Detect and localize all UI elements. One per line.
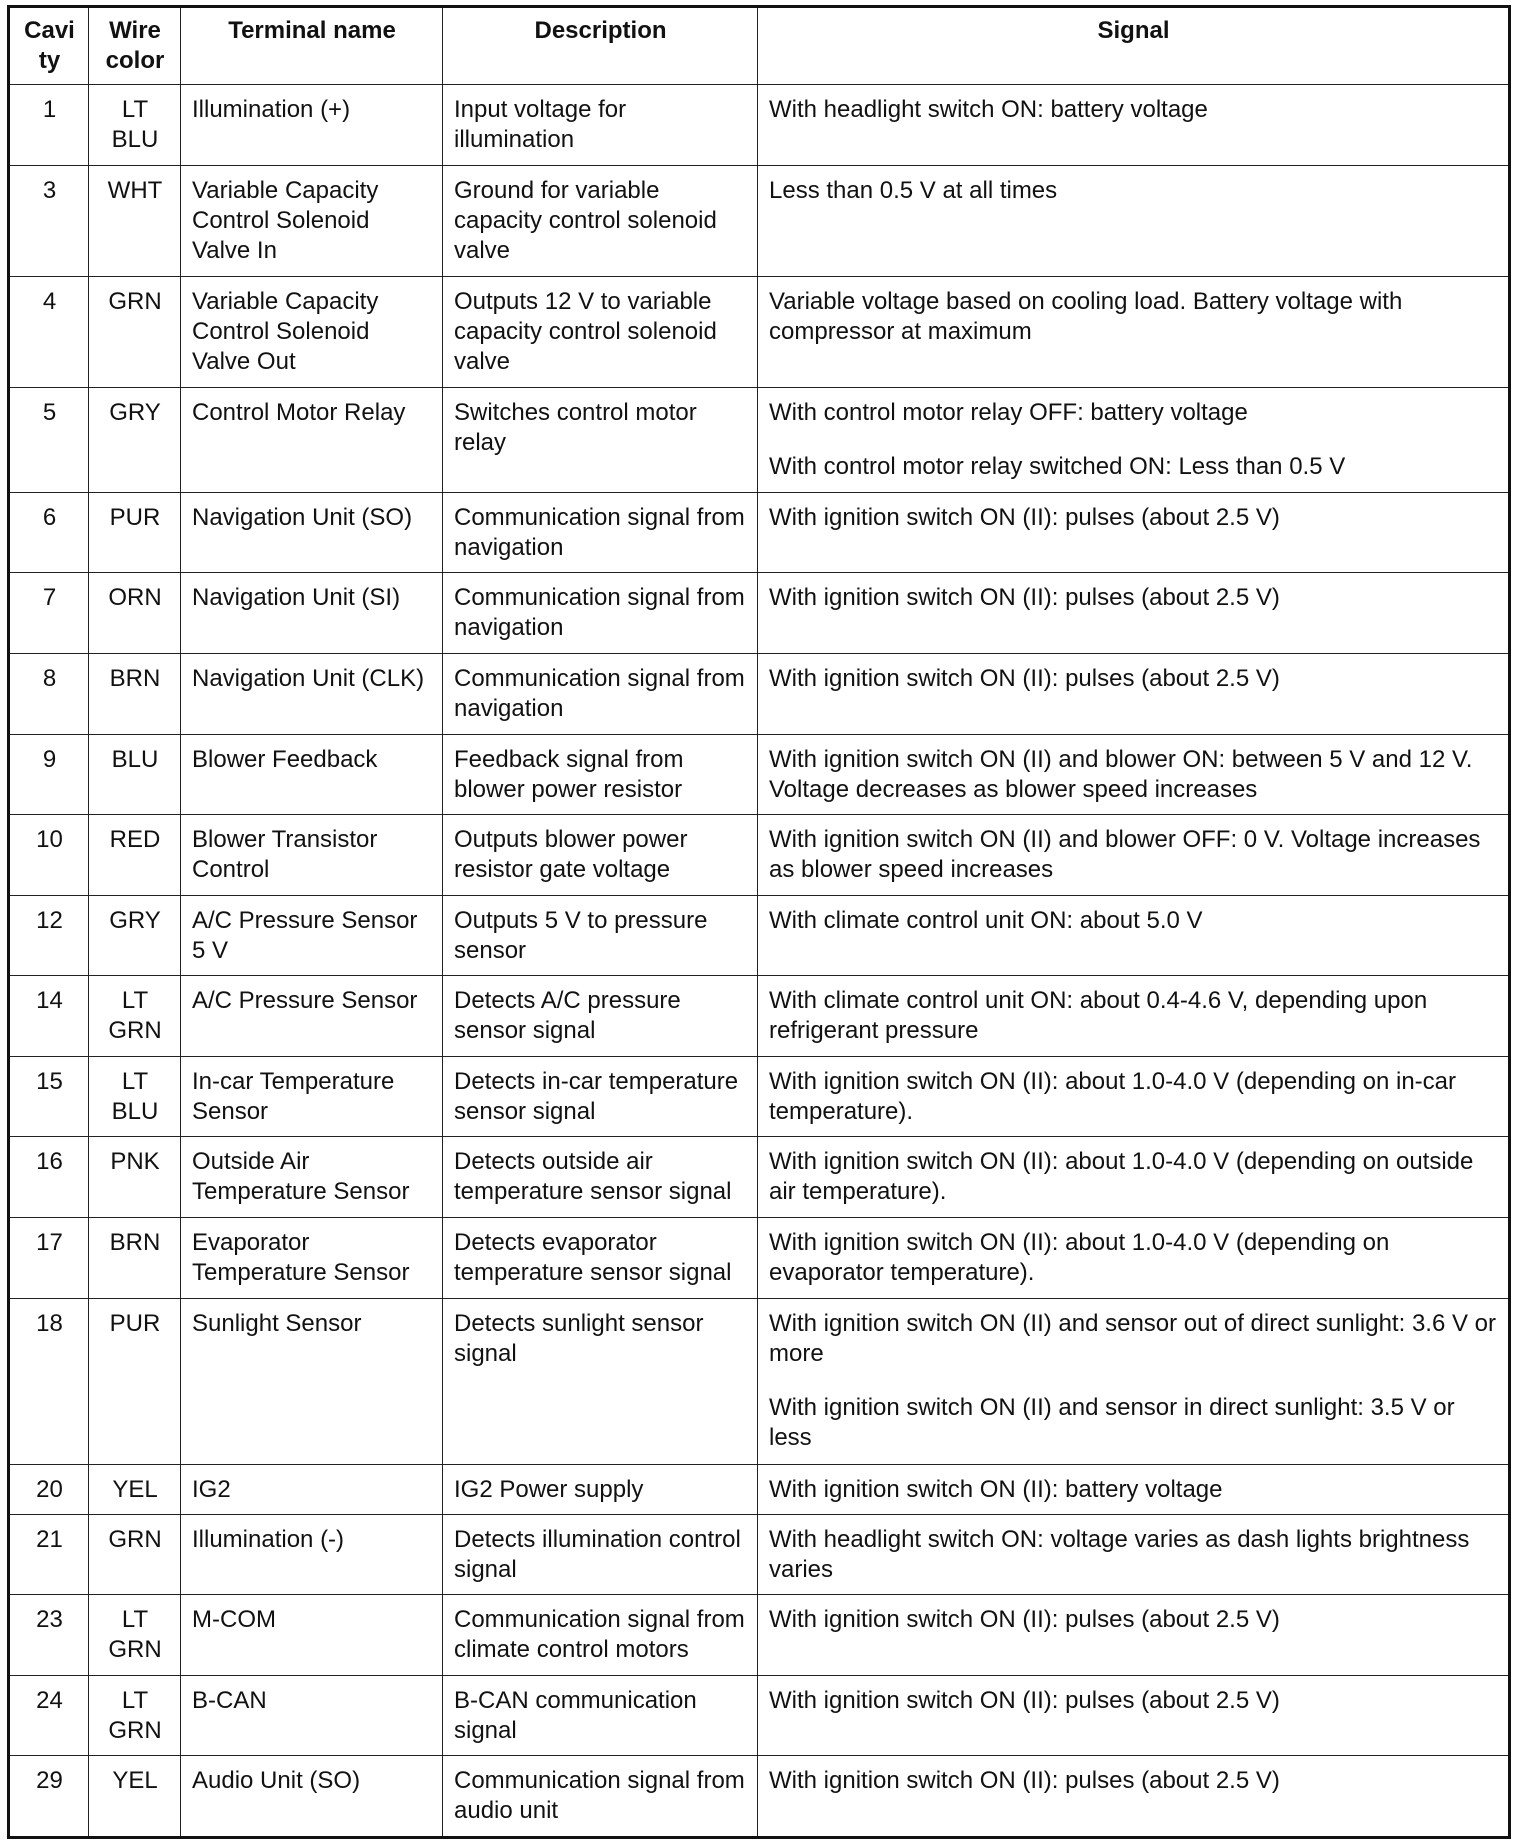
cavity-cell: 23: [9, 1595, 89, 1676]
description-cell: Communication signal from navigation: [443, 654, 758, 735]
signal-cell: [758, 492, 1510, 573]
signal-line: With ignition switch ON (II): pulses (about 2.5 V): [769, 1686, 1280, 1714]
signal-cell: [758, 387, 1510, 492]
cavity-cell: 18: [9, 1298, 89, 1464]
wire-color-cell: BRN: [89, 1217, 181, 1298]
description-cell: Detects A/C pressure sensor signal: [443, 976, 758, 1057]
signal-cell: [758, 734, 1510, 815]
table-row: [9, 895, 1510, 976]
signal-cell: [758, 1464, 1510, 1514]
terminal-name-cell: Sunlight Sensor: [181, 1298, 443, 1464]
signal-line: With ignition switch ON (II) and sensor out of direct sunlight: 3.6 V or more: [769, 1309, 1496, 1367]
signal-line: With ignition switch ON (II): about 1.0-4.0 V (depending on outside air temperature).: [769, 1148, 1474, 1206]
table-row: [9, 1056, 1510, 1137]
wire-color-cell: RED: [89, 815, 181, 896]
terminal-name-cell: IG2: [181, 1464, 443, 1514]
terminal-name-cell: B-CAN: [181, 1675, 443, 1756]
signal-cell: [758, 654, 1510, 735]
wire-color-cell: LT GRN: [89, 1595, 181, 1676]
wire-color-cell: LT BLU: [89, 85, 181, 166]
cavity-cell: 16: [9, 1137, 89, 1218]
terminal-name-cell: Audio Unit (SO): [181, 1756, 443, 1838]
description-cell: Detects sunlight sensor signal: [443, 1298, 758, 1464]
terminal-name-cell: Illumination (-): [181, 1514, 443, 1595]
signal-cell: [758, 976, 1510, 1057]
wire-color-cell: YEL: [89, 1464, 181, 1514]
table-row: [9, 1514, 1510, 1595]
description-cell: Communication signal from navigation: [443, 573, 758, 654]
signal-line: Less than 0.5 V at all times: [769, 176, 1058, 204]
signal-line: With ignition switch ON (II) and blower ON: between 5 V and 12 V. Voltage decreases as blower speed increases: [769, 745, 1473, 803]
terminal-name-cell: Navigation Unit (CLK): [181, 654, 443, 735]
cavity-cell: 24: [9, 1675, 89, 1756]
signal-line: With control motor relay OFF: battery voltage: [769, 398, 1248, 426]
wire-color-cell: LT GRN: [89, 1675, 181, 1756]
cavity-cell: 4: [9, 276, 89, 387]
table-row: [9, 1595, 1510, 1676]
description-cell: Communication signal from navigation: [443, 492, 758, 573]
cavity-cell: 9: [9, 734, 89, 815]
cavity-cell: 8: [9, 654, 89, 735]
signal-cell: [758, 1217, 1510, 1298]
signal-cell: [758, 815, 1510, 896]
signal-line: With ignition switch ON (II) and blower OFF: 0 V. Voltage increases as blower speed increases: [769, 826, 1481, 884]
terminal-name-cell: Blower Transistor Control: [181, 815, 443, 896]
description-cell: Detects illumination control signal: [443, 1514, 758, 1595]
description-cell: B-CAN communication signal: [443, 1675, 758, 1756]
description-cell: Feedback signal from blower power resistor: [443, 734, 758, 815]
signal-line: With ignition switch ON (II): about 1.0-4.0 V (depending on evaporator temperature).: [769, 1228, 1390, 1286]
description-cell: Detects outside air temperature sensor signal: [443, 1137, 758, 1218]
signal-line: Variable voltage based on cooling load. Battery voltage with compressor at maximum: [769, 287, 1403, 345]
signal-line: With ignition switch ON (II) and sensor in direct sunlight: 3.5 V or less: [769, 1393, 1455, 1451]
table-row: [9, 1137, 1510, 1218]
pinout-document: [7, 5, 1511, 1839]
cavity-cell: 10: [9, 815, 89, 896]
wire-color-cell: BLU: [89, 734, 181, 815]
wire-color-cell: GRN: [89, 1514, 181, 1595]
pinout-table: [7, 5, 1511, 1839]
wire-color-cell: LT BLU: [89, 1056, 181, 1137]
description-cell: Switches control motor relay: [443, 387, 758, 492]
signal-cell: [758, 165, 1510, 276]
header-signal: Signal: [758, 7, 1510, 85]
cavity-cell: 7: [9, 573, 89, 654]
signal-line: With ignition switch ON (II): pulses (about 2.5 V): [769, 584, 1280, 612]
description-cell: Outputs blower power resistor gate voltage: [443, 815, 758, 896]
description-cell: Communication signal from climate control motors: [443, 1595, 758, 1676]
cavity-cell: 6: [9, 492, 89, 573]
signal-line: With ignition switch ON (II): pulses (about 2.5 V): [769, 503, 1280, 531]
table-row: [9, 1217, 1510, 1298]
signal-line: With ignition switch ON (II): about 1.0-4.0 V (depending on in-car temperature).: [769, 1067, 1456, 1125]
description-cell: Detects evaporator temperature sensor signal: [443, 1217, 758, 1298]
signal-line: With climate control unit ON: about 5.0 V: [769, 906, 1203, 934]
signal-cell: [758, 1675, 1510, 1756]
table-row: [9, 1464, 1510, 1514]
wire-color-cell: PUR: [89, 1298, 181, 1464]
header-cavity: Cavity: [9, 7, 89, 85]
cavity-cell: 5: [9, 387, 89, 492]
table-row: [9, 976, 1510, 1057]
terminal-name-cell: Variable Capacity Control Solenoid Valve Out: [181, 276, 443, 387]
cavity-cell: 1: [9, 85, 89, 166]
signal-line: With ignition switch ON (II): pulses (about 2.5 V): [769, 665, 1280, 692]
terminal-name-cell: Navigation Unit (SO): [181, 492, 443, 573]
terminal-name-cell: Blower Feedback: [181, 734, 443, 815]
signal-line: With ignition switch ON (II): pulses (about 2.5 V): [769, 1767, 1280, 1795]
header-terminal-name: Terminal name: [181, 7, 443, 85]
terminal-name-cell: Control Motor Relay: [181, 387, 443, 492]
signal-line: With ignition switch ON (II): battery voltage: [769, 1475, 1223, 1503]
signal-line: With headlight switch ON: voltage varies as dash lights brightness varies: [769, 1525, 1470, 1583]
table-row: [9, 387, 1510, 492]
header-row: [9, 7, 1510, 85]
table-body: [9, 85, 1510, 1838]
terminal-name-cell: M-COM: [181, 1595, 443, 1676]
cavity-cell: 15: [9, 1056, 89, 1137]
wire-color-cell: BRN: [89, 654, 181, 735]
wire-color-cell: PUR: [89, 492, 181, 573]
table-row: [9, 573, 1510, 654]
cavity-cell: 12: [9, 895, 89, 976]
signal-line: With control motor relay switched ON: Less than 0.5 V: [769, 452, 1346, 480]
signal-cell: [758, 573, 1510, 654]
signal-cell: [758, 1514, 1510, 1595]
cavity-cell: 21: [9, 1514, 89, 1595]
signal-cell: [758, 1137, 1510, 1218]
table-row: [9, 1756, 1510, 1838]
table-row: [9, 276, 1510, 387]
description-cell: Detects in-car temperature sensor signal: [443, 1056, 758, 1137]
wire-color-cell: GRN: [89, 276, 181, 387]
cavity-cell: 20: [9, 1464, 89, 1514]
table-row: [9, 1675, 1510, 1756]
signal-cell: [758, 895, 1510, 976]
table-row: [9, 1298, 1510, 1464]
wire-color-cell: YEL: [89, 1756, 181, 1838]
terminal-name-cell: In-car Temperature Sensor: [181, 1056, 443, 1137]
header-description: Description: [443, 7, 758, 85]
signal-cell: [758, 1298, 1510, 1464]
wire-color-cell: PNK: [89, 1137, 181, 1218]
cavity-cell: 17: [9, 1217, 89, 1298]
description-cell: Ground for variable capacity control solenoid valve: [443, 165, 758, 276]
table-row: [9, 734, 1510, 815]
description-cell: Input voltage for illumination: [443, 85, 758, 166]
cavity-cell: 14: [9, 976, 89, 1057]
signal-cell: [758, 1595, 1510, 1676]
cavity-cell: 3: [9, 165, 89, 276]
cavity-cell: 29: [9, 1756, 89, 1838]
signal-cell: [758, 1056, 1510, 1137]
terminal-name-cell: Outside Air Temperature Sensor: [181, 1137, 443, 1218]
terminal-name-cell: Variable Capacity Control Solenoid Valve In: [181, 165, 443, 276]
wire-color-cell: WHT: [89, 165, 181, 276]
description-cell: Outputs 12 V to variable capacity control solenoid valve: [443, 276, 758, 387]
table-row: [9, 85, 1510, 166]
description-cell: IG2 Power supply: [443, 1464, 758, 1514]
terminal-name-cell: Navigation Unit (SI): [181, 573, 443, 654]
terminal-name-cell: A/C Pressure Sensor: [181, 976, 443, 1057]
wire-color-cell: LT GRN: [89, 976, 181, 1057]
terminal-name-cell: Illumination (+): [181, 85, 443, 166]
description-cell: Communication signal from audio unit: [443, 1756, 758, 1838]
table-row: [9, 815, 1510, 896]
wire-color-cell: ORN: [89, 573, 181, 654]
signal-cell: [758, 276, 1510, 387]
signal-line: With ignition switch ON (II): pulses (about 2.5 V): [769, 1606, 1280, 1634]
table-row: [9, 492, 1510, 573]
wire-color-cell: GRY: [89, 895, 181, 976]
signal-cell: [758, 1756, 1510, 1838]
signal-line: With headlight switch ON: battery voltage: [769, 96, 1208, 123]
wire-color-cell: GRY: [89, 387, 181, 492]
table-row: [9, 654, 1510, 735]
description-cell: Outputs 5 V to pressure sensor: [443, 895, 758, 976]
header-wire-color: Wire color: [89, 7, 181, 85]
terminal-name-cell: Evaporator Temperature Sensor: [181, 1217, 443, 1298]
signal-cell: [758, 85, 1510, 166]
signal-line: With climate control unit ON: about 0.4-4.6 V, depending upon refrigerant pressure: [769, 987, 1428, 1045]
terminal-name-cell: A/C Pressure Sensor 5 V: [181, 895, 443, 976]
table-row: [9, 165, 1510, 276]
